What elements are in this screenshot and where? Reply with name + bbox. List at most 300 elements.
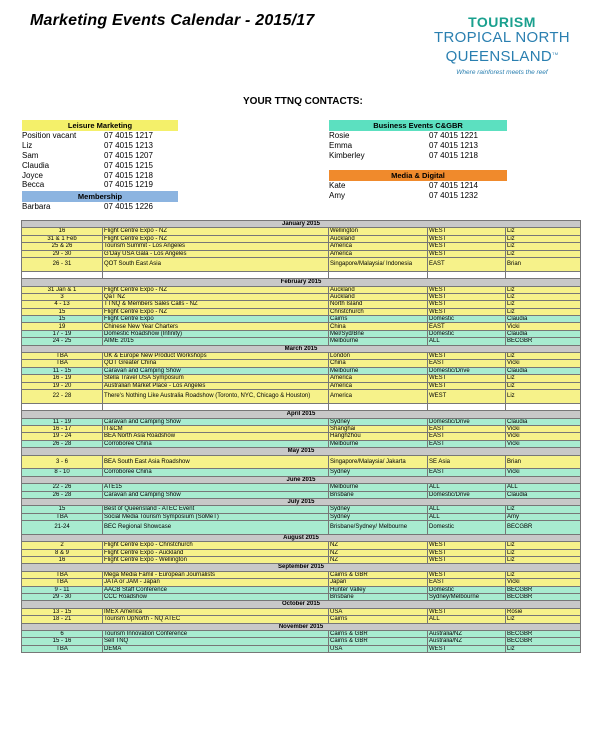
event-market [428,403,506,410]
contact-phone: 07 4015 1226 [104,202,153,212]
event-date: 16 [22,557,103,564]
contact-name: Sam [22,150,39,160]
contact-name: Joyce [22,170,43,180]
event-row [22,645,581,652]
event-location: China [329,323,428,330]
event-location: Melbourne [329,484,428,491]
event-date: 26 - 31 [22,257,103,271]
event-market: EAST [428,469,506,476]
leisure-contacts [22,120,178,212]
event-market: WEST [428,549,506,556]
event-name: Chinese New Year Charters [103,323,329,330]
event-location: Cairns & GBR [329,630,428,637]
event-contact: BECGBR [506,593,581,600]
event-name: Flight Centre Expo - NZ [103,308,329,315]
page-title: Marketing Events Calendar - 2015/17 [30,12,315,29]
event-row [22,491,581,498]
event-date: 15 [22,506,103,513]
contact-name: Emma [329,140,353,150]
event-location [329,403,428,410]
event-location: Auckland [329,286,428,293]
event-market: EAST [428,440,506,447]
event-contact: Vicki [506,323,581,330]
event-location: Sydney [329,418,428,425]
event-row [22,484,581,491]
event-market: WEST [428,250,506,257]
event-date [22,403,103,410]
event-market [428,271,506,278]
event-name: CCC Roadshow [103,593,329,600]
contact-row [329,131,507,141]
event-market: EAST [428,579,506,586]
event-location: Sydney [329,513,428,520]
event-market: WEST [428,301,506,308]
event-contact: BECGBR [506,638,581,645]
event-name [103,271,329,278]
event-row [22,382,581,389]
event-market: WEST [428,542,506,549]
event-row [22,316,581,323]
event-contact: Liz [506,616,581,623]
event-location: America [329,243,428,250]
event-name: Flight Centre Expo - NZ [103,286,329,293]
business-contacts [329,120,507,161]
contact-row [329,151,507,161]
event-location: Wellington [329,228,428,235]
event-row [22,513,581,520]
event-contact: ALL [506,484,581,491]
month-label: June 2015 [22,476,581,483]
event-row [22,286,581,293]
event-row [22,257,581,271]
event-market: EAST [428,323,506,330]
event-row [22,353,581,360]
event-name: IT&CM [103,425,329,432]
event-name: AIME 2015 [103,338,329,345]
event-location: America [329,250,428,257]
month-label: April 2015 [22,411,581,418]
event-date: 15 [22,316,103,323]
event-name: Corroboree China [103,440,329,447]
event-contact: Vicki [506,433,581,440]
event-contact: Liz [506,549,581,556]
month-header-row [22,498,581,505]
event-row [22,586,581,593]
event-location: Singapore/Malaysia/ Indonesia [329,257,428,271]
event-date: 4 - 13 [22,301,103,308]
event-location: Melbourne [329,440,428,447]
event-name: Flight Centre Expo - NZ [103,228,329,235]
month-header-row [22,279,581,286]
event-contact: Liz [506,375,581,382]
events-calendar-table [21,220,581,653]
event-location: China [329,360,428,367]
event-date: 26 - 28 [22,491,103,498]
contact-phone: 07 4015 1215 [104,160,153,170]
contact-name: Rosie [329,131,350,140]
event-date: 8 & 9 [22,549,103,556]
event-row [22,542,581,549]
event-row [22,616,581,623]
event-market: Domestic [428,586,506,593]
event-name: Best of Queensland - ATEC Event [103,506,329,513]
event-row [22,375,581,382]
event-date: 29 - 30 [22,250,103,257]
contact-name: Liz [22,140,33,150]
event-market: WEST [428,353,506,360]
event-row [22,433,581,440]
event-contact: Liz [506,353,581,360]
event-contact: Liz [506,235,581,242]
event-row [22,506,581,513]
event-name: Flight Centre Expo - Auckland [103,549,329,556]
event-location: NZ [329,542,428,549]
event-market: WEST [428,645,506,652]
month-label: February 2015 [22,279,581,286]
event-contact: Liz [506,506,581,513]
event-contact: Brian [506,257,581,271]
event-market: EAST [428,360,506,367]
event-date: 16 [22,228,103,235]
event-location: Brisbane [329,491,428,498]
event-row [22,271,581,278]
event-market: WEST [428,286,506,293]
event-row [22,301,581,308]
event-row [22,440,581,447]
event-date: 22 - 26 [22,484,103,491]
event-location: Shanghai [329,425,428,432]
event-row [22,293,581,300]
event-contact [506,403,581,410]
business-heading: Business Events C&GBR [329,120,507,131]
event-date: 31 Jan & 1 [22,286,103,293]
contact-row [22,180,178,190]
event-row [22,571,581,578]
event-date: 9 - 11 [22,586,103,593]
event-contact: Liz [506,542,581,549]
event-market: Domestic/Drive [428,367,506,374]
event-name: Flight Centre Expo - Wellington [103,557,329,564]
event-location: Cairns [329,316,428,323]
event-date: TBA [22,571,103,578]
month-header-row [22,345,581,352]
contact-phone: 07 4015 1218 [104,170,153,180]
event-location: Singapore/Malaysia/ Jakarta [329,455,428,469]
event-name: Caravan and Camping Show [103,367,329,374]
event-name: Flight Centre Expo - NZ [103,235,329,242]
event-date: 26 - 28 [22,440,103,447]
event-market: ALL [428,513,506,520]
event-contact: Claudia [506,330,581,337]
event-date: TBA [22,579,103,586]
event-location: Auckland [329,293,428,300]
event-date: 25 & 26 [22,243,103,250]
event-row [22,360,581,367]
event-contact: Liz [506,390,581,404]
event-market: WEST [428,235,506,242]
contact-phone: 07 4015 1219 [104,180,153,190]
event-row [22,235,581,242]
event-contact: Liz [506,228,581,235]
event-contact: Claudia [506,367,581,374]
month-header-row [22,411,581,418]
contact-name: Amy [329,190,345,200]
event-location: NZ [329,557,428,564]
event-row [22,608,581,615]
event-name: Stella Travel USA Symposium [103,375,329,382]
event-name: ATE15 [103,484,329,491]
month-header-row [22,601,581,608]
event-contact: Liz [506,293,581,300]
contact-phone: 07 4015 1214 [429,181,478,190]
contact-row [22,131,178,141]
event-location: Sydney [329,469,428,476]
event-contact: Claudia [506,316,581,323]
month-header-row [22,448,581,455]
contact-name: Kimberley [329,150,365,160]
event-name [103,403,329,410]
contact-phone: 07 4015 1213 [429,140,478,150]
event-contact: Claudia [506,491,581,498]
event-market: WEST [428,382,506,389]
event-contact: Liz [506,286,581,293]
event-row [22,330,581,337]
event-market: Australia/NZ [428,638,506,645]
event-location: Christchurch [329,308,428,315]
event-name: TTNQ & Members Sales Calls - NZ [103,301,329,308]
event-date: 21-24 [22,521,103,535]
event-contact: Vicki [506,579,581,586]
membership-heading: Membership [22,191,178,202]
event-name: AACB Staff Conference [103,586,329,593]
contact-phone: 07 4015 1213 [104,140,153,150]
contact-row [22,151,178,161]
event-market: WEST [428,293,506,300]
month-label: July 2015 [22,498,581,505]
event-contact: Liz [506,645,581,652]
event-row [22,593,581,600]
month-header-row [22,221,581,228]
contact-name: Barbara [22,202,51,212]
event-contact: Liz [506,243,581,250]
contact-name: Position vacant [22,131,77,140]
event-date: 19 - 24 [22,433,103,440]
event-row [22,308,581,315]
event-market: Australia/NZ [428,630,506,637]
event-location: Hunter Valley [329,586,428,593]
event-location: Brisbane [329,593,428,600]
month-label: October 2015 [22,601,581,608]
event-location: Hanghzhou [329,433,428,440]
event-date: 13 - 15 [22,608,103,615]
event-name: BEC Regional Showcase [103,521,329,535]
event-row [22,557,581,564]
event-row [22,521,581,535]
event-location: America [329,375,428,382]
contact-row [329,141,507,151]
contact-row [22,202,178,212]
event-market: Domestic/Drive [428,491,506,498]
event-market: WEST [428,557,506,564]
event-row [22,228,581,235]
event-row [22,338,581,345]
event-name: UK & Europe New Product Workshops [103,353,329,360]
event-name: JATA or JAM - Japan [103,579,329,586]
logo-line-3: QUEENSLAND™ [445,48,559,65]
event-date: TBA [22,645,103,652]
event-date: 24 - 25 [22,338,103,345]
event-location: Cairns [329,616,428,623]
month-header-row [22,534,581,541]
event-date: 22 - 28 [22,390,103,404]
event-name: There's Nothing Like Australia Roadshow (Toronto, NYC, Chicago & Houston) [103,390,329,404]
leisure-heading: Leisure Marketing [22,120,178,131]
event-contact: BECGBR [506,586,581,593]
event-date: 16 - 19 [22,375,103,382]
event-contact: BECGBR [506,338,581,345]
contact-name: Becca [22,180,45,190]
event-row [22,425,581,432]
event-location: America [329,382,428,389]
event-contact: Vicki [506,360,581,367]
event-date: 15 - 16 [22,638,103,645]
event-row [22,549,581,556]
event-contact: Liz [506,382,581,389]
contact-name: Kate [329,181,346,190]
month-label: January 2015 [22,221,581,228]
event-name: IMEX America [103,608,329,615]
event-contact: Liz [506,571,581,578]
event-date: 3 - 6 [22,455,103,469]
contact-phone: 07 4015 1221 [429,131,478,140]
event-market: WEST [428,608,506,615]
event-market: ALL [428,484,506,491]
event-name: Mega Media Famil - European Journalists [103,571,329,578]
contact-phone: 07 4015 1232 [429,190,478,200]
event-market: EAST [428,433,506,440]
event-contact: Liz [506,250,581,257]
event-location: Japan [329,579,428,586]
media-heading: Media & Digital [329,170,507,181]
event-contact: Vicki [506,440,581,447]
event-date: 29 - 30 [22,593,103,600]
event-market: WEST [428,228,506,235]
contact-row [22,141,178,151]
event-date: 19 [22,323,103,330]
contact-row [329,191,507,201]
event-contact: Amy [506,513,581,520]
event-date: 17 - 19 [22,330,103,337]
event-row [22,455,581,469]
event-contact: Rosie [506,608,581,615]
event-row [22,367,581,374]
event-name: QOT Greater China [103,360,329,367]
event-row [22,243,581,250]
event-date: TBA [22,513,103,520]
month-label: March 2015 [22,345,581,352]
event-market: SE Asia [428,455,506,469]
event-market: WEST [428,308,506,315]
event-contact [506,271,581,278]
event-contact: BECGBR [506,521,581,535]
event-name: BEA North Asia Roadshow [103,433,329,440]
event-name: Flight Centre Expo - Christchurch [103,542,329,549]
contact-row [22,161,178,171]
event-date: TBA [22,360,103,367]
contact-name: Claudia [22,160,50,170]
event-market: Domestic [428,330,506,337]
event-contact: Liz [506,557,581,564]
event-date: 8 - 10 [22,469,103,476]
event-contact: Brian [506,455,581,469]
month-label: May 2015 [22,448,581,455]
event-row [22,469,581,476]
event-contact: Liz [506,301,581,308]
event-location: America [329,390,428,404]
event-name: Domestic Roadshow (Infinity) [103,330,329,337]
contact-phone: 07 4015 1218 [429,150,478,160]
event-name: Caravan and Camping Show [103,418,329,425]
event-location: USA [329,645,428,652]
event-date: 11 - 15 [22,367,103,374]
month-header-row [22,564,581,571]
event-market: WEST [428,243,506,250]
month-header-row [22,623,581,630]
event-date: 31 & 1 Feb [22,235,103,242]
event-market: Domestic/Drive [428,418,506,425]
event-location [329,271,428,278]
contact-phone: 07 4015 1217 [104,131,153,140]
event-location: London [329,353,428,360]
event-row [22,579,581,586]
event-location: Auckland [329,235,428,242]
month-label: November 2015 [22,623,581,630]
event-location: Brisbane/Sydney/ Melbourne [329,521,428,535]
event-market: Domestic [428,521,506,535]
event-location: Melbourne [329,338,428,345]
event-name: Sell TNQ [103,638,329,645]
event-row [22,638,581,645]
event-name: QaT NZ [103,293,329,300]
event-location: USA [329,608,428,615]
event-location: Melbourne [329,367,428,374]
event-market: WEST [428,571,506,578]
event-name: Caravan and Camping Show [103,491,329,498]
event-location: North Island [329,301,428,308]
contacts-title: YOUR TTNQ CONTACTS: [243,96,363,107]
event-name: Tourism UpNorth - NQ ATEC [103,616,329,623]
event-name: QOT South East Asia [103,257,329,271]
contact-row [329,181,507,191]
event-location: NZ [329,549,428,556]
event-row [22,323,581,330]
event-row [22,418,581,425]
event-location: Sydney [329,506,428,513]
event-market: ALL [428,338,506,345]
contact-row [22,171,178,181]
event-market: ALL [428,616,506,623]
event-name: Social Media Tourism Symposium (SoMeT) [103,513,329,520]
event-date: 3 [22,293,103,300]
event-name: Australian Market Place - Los Angeles [103,382,329,389]
tourism-tnq-logo [432,14,572,76]
event-date: 16 - 17 [22,425,103,432]
event-date: 19 - 20 [22,382,103,389]
event-market: Sydney/Melbourne [428,593,506,600]
contact-phone: 07 4015 1207 [104,150,153,160]
event-date: 15 [22,308,103,315]
event-market: WEST [428,375,506,382]
